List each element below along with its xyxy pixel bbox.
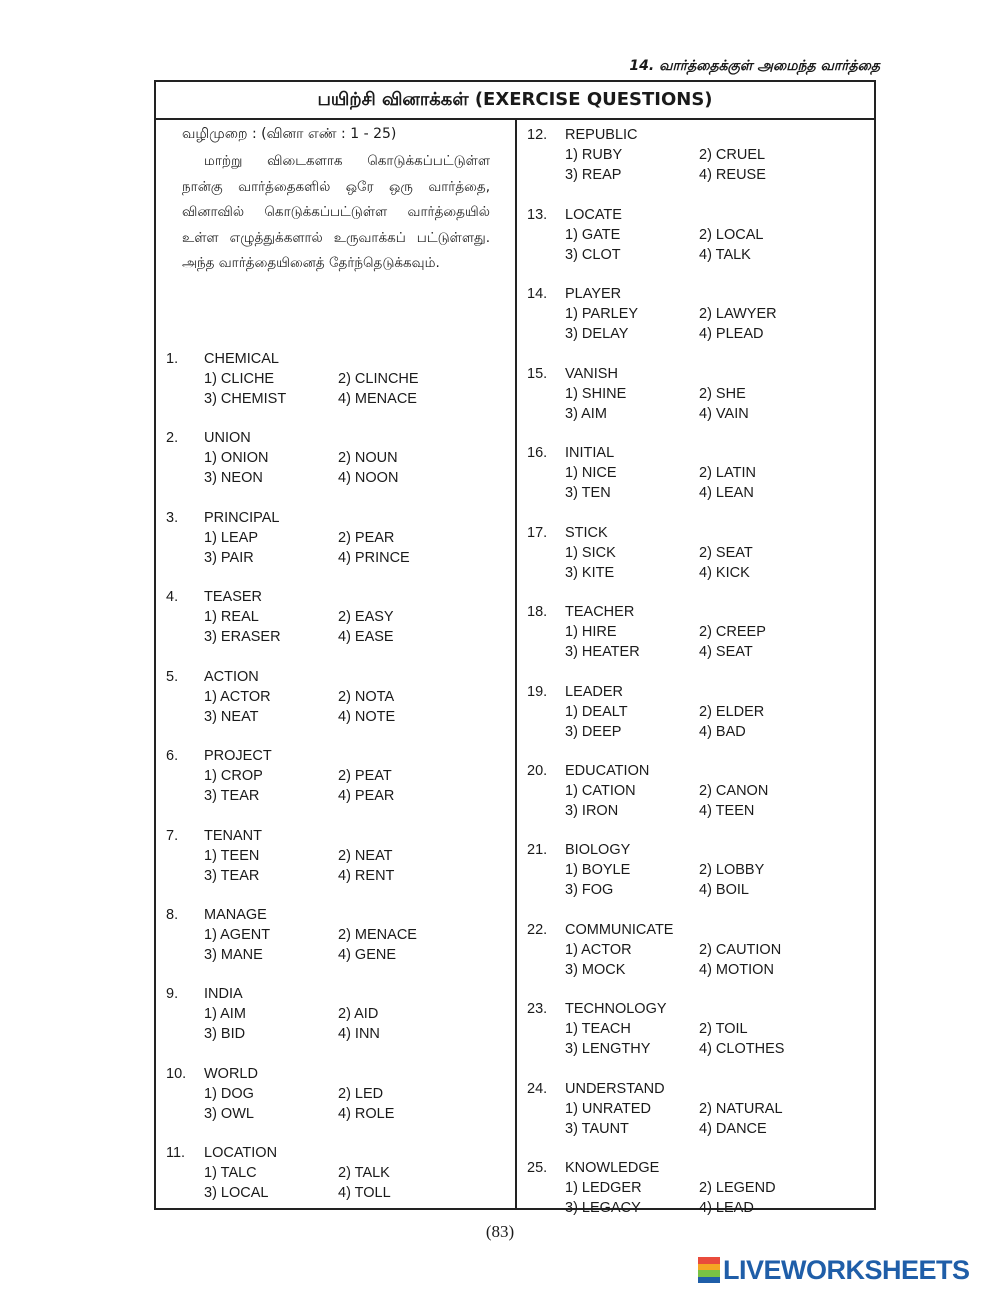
option-o3: 3) BID [204, 1026, 246, 1042]
question-number: 15. [527, 366, 548, 382]
question-item [166, 1064, 394, 1124]
brand-watermark [698, 1256, 970, 1284]
option-o2: 2) CANON [699, 783, 769, 799]
question-number: 21. [527, 842, 548, 858]
option-o4: 4) KICK [699, 565, 750, 581]
option-o4: 4) DANCE [699, 1121, 767, 1137]
question-word: REPUBLIC [565, 127, 638, 143]
option-o2: 2) NOUN [338, 450, 398, 466]
question-number: 18. [527, 604, 548, 620]
question-number: 20. [527, 763, 548, 779]
question-number: 8. [166, 907, 179, 923]
option-o1: 1) TEACH [565, 1021, 631, 1037]
section-title: பயிற்சி வினாக்கள் (EXERCISE QUESTIONS) [156, 82, 874, 120]
question-item [166, 587, 394, 647]
option-o3: 3) PAIR [204, 550, 254, 566]
question-number: 17. [527, 525, 548, 541]
question-item [527, 761, 768, 821]
option-o4: 4) CLOTHES [699, 1041, 785, 1057]
option-o3: 3) TAUNT [565, 1121, 629, 1137]
question-item [166, 984, 380, 1044]
question-number: 13. [527, 207, 548, 223]
question-number: 1. [166, 351, 179, 367]
brand-name: LIVEWORKSHEETS [723, 1254, 970, 1285]
question-item [527, 840, 764, 900]
question-word: BIOLOGY [565, 842, 631, 858]
option-o4: 4) BOIL [699, 882, 749, 898]
option-o2: 2) PEAT [338, 768, 392, 784]
question-item [527, 602, 766, 662]
option-o2: 2) LED [338, 1086, 384, 1102]
option-o1: 1) RUBY [565, 147, 623, 163]
option-o4: 4) EASE [338, 629, 394, 645]
page-number [0, 1222, 1000, 1242]
question-item [527, 920, 781, 980]
option-o1: 1) ACTOR [565, 942, 632, 958]
option-o3: 3) LOCAL [204, 1185, 269, 1201]
option-o3: 3) CHEMIST [204, 391, 287, 407]
option-o3: 3) KITE [565, 565, 615, 581]
option-o4: 4) PLEAD [699, 326, 764, 342]
option-o4: 4) PEAR [338, 788, 395, 804]
instructions-heading: வழிமுறை : (வினா எண் : 1 - 25) [182, 126, 397, 142]
option-o1: 1) AGENT [204, 927, 271, 943]
option-o1: 1) TALC [204, 1165, 257, 1181]
option-o2: 2) CREEP [699, 624, 766, 640]
option-o4: 4) PRINCE [338, 550, 410, 566]
exercise-frame [154, 80, 876, 1216]
page-number-value: 83 [491, 1222, 509, 1241]
option-o3: 3) CLOT [565, 247, 621, 263]
question-number: 16. [527, 445, 548, 461]
option-o3: 3) TEN [565, 485, 611, 501]
option-o2: 2) NATURAL [699, 1101, 783, 1117]
question-word: TEASER [204, 589, 263, 605]
question-item [166, 1143, 391, 1203]
option-o2: 2) TALK [338, 1165, 390, 1181]
option-o4: 4) RENT [338, 868, 395, 884]
option-o2: 2) CLINCHE [338, 371, 419, 387]
option-o4: 4) MENACE [338, 391, 417, 407]
question-number: 10. [166, 1066, 187, 1082]
option-o1: 1) NICE [565, 465, 617, 481]
option-o2: 2) PEAR [338, 530, 395, 546]
question-item [527, 364, 749, 424]
option-o4: 4) BAD [699, 724, 746, 740]
option-o4: 4) NOON [338, 470, 399, 486]
option-o1: 1) AIM [204, 1006, 246, 1022]
question-word: KNOWLEDGE [565, 1160, 660, 1176]
option-o1: 1) REAL [204, 609, 259, 625]
option-o1: 1) CLICHE [204, 371, 275, 387]
option-o2: 2) ELDER [699, 704, 765, 720]
option-o1: 1) ONION [204, 450, 269, 466]
question-word: WORLD [204, 1066, 258, 1082]
option-o4: 4) TEEN [699, 803, 755, 819]
column-divider [515, 118, 517, 1208]
option-o3: 3) NEON [204, 470, 263, 486]
question-number: 24. [527, 1081, 548, 1097]
question-number: 25. [527, 1160, 548, 1176]
question-number: 12. [527, 127, 548, 143]
question-number: 11. [166, 1145, 186, 1161]
option-o2: 2) LEGEND [699, 1180, 776, 1196]
option-o4: 4) ROLE [338, 1106, 395, 1122]
option-o4: 4) VAIN [699, 406, 749, 422]
option-o2: 2) EASY [338, 609, 394, 625]
option-o3: 3) FOG [565, 882, 614, 898]
question-word: ACTION [204, 669, 259, 685]
option-o2: 2) NEAT [338, 848, 393, 864]
question-word: LOCATE [565, 207, 622, 223]
option-o1: 1) GATE [565, 227, 621, 243]
option-o3: 3) DELAY [565, 326, 629, 342]
question-item [527, 1158, 776, 1218]
question-word: TEACHER [565, 604, 635, 620]
option-o1: 1) LEDGER [565, 1180, 642, 1196]
question-item [527, 125, 766, 185]
question-word: PROJECT [204, 748, 272, 764]
question-word: EDUCATION [565, 763, 650, 779]
question-number: 19. [527, 684, 548, 700]
option-o2: 2) SHE [699, 386, 746, 402]
option-o1: 1) HIRE [565, 624, 617, 640]
option-o1: 1) CROP [204, 768, 263, 784]
option-o2: 2) LOCAL [699, 227, 764, 243]
question-item [527, 682, 764, 742]
option-o1: 1) UNRATED [565, 1101, 651, 1117]
option-o3: 3) LENGTHY [565, 1041, 651, 1057]
option-o4: 4) MOTION [699, 962, 774, 978]
option-o2: 2) LAWYER [699, 306, 777, 322]
running-header: 14. வார்த்தைக்குள் அமைந்த வார்த்தை [629, 58, 880, 74]
option-o3: 3) TEAR [204, 868, 260, 884]
option-o4: 4) LEAN [699, 485, 754, 501]
option-o3: 3) REAP [565, 167, 622, 183]
question-item [527, 523, 753, 583]
option-o1: 1) ACTOR [204, 689, 271, 705]
question-number: 14. [527, 286, 548, 302]
option-o2: 2) CRUEL [699, 147, 766, 163]
question-item [527, 205, 763, 265]
question-word: UNION [204, 430, 251, 446]
option-o3: 3) AIM [565, 406, 607, 422]
option-o4: 4) TALK [699, 247, 751, 263]
question-item [166, 826, 394, 886]
question-item [527, 443, 756, 503]
page-number-bracket-right: ) [508, 1222, 515, 1241]
question-word: CHEMICAL [204, 351, 279, 367]
question-number: 3. [166, 510, 179, 526]
option-o1: 1) DEALT [565, 704, 628, 720]
option-o2: 2) LOBBY [699, 862, 765, 878]
logo-stripe [698, 1277, 720, 1284]
question-word: UNDERSTAND [565, 1081, 665, 1097]
liveworksheets-logo-icon [698, 1257, 720, 1283]
option-o2: 2) CAUTION [699, 942, 782, 958]
option-o3: 3) MOCK [565, 962, 626, 978]
question-number: 9. [166, 986, 179, 1002]
question-word: STICK [565, 525, 608, 541]
option-o1: 1) DOG [204, 1086, 254, 1102]
question-item [166, 667, 395, 727]
option-o1: 1) SICK [565, 545, 616, 561]
question-word: INDIA [204, 986, 243, 1002]
question-item [166, 905, 417, 965]
option-o3: 3) OWL [204, 1106, 254, 1122]
option-o1: 1) CATION [565, 783, 636, 799]
question-item [166, 508, 410, 568]
option-o1: 1) LEAP [204, 530, 258, 546]
option-o2: 2) SEAT [699, 545, 753, 561]
option-o2: 2) LATIN [699, 465, 756, 481]
option-o1: 1) TEEN [204, 848, 260, 864]
option-o4: 4) LEAD [699, 1200, 754, 1216]
question-item [527, 1079, 783, 1139]
option-o3: 3) NEAT [204, 709, 259, 725]
question-word: PRINCIPAL [204, 510, 280, 526]
instructions-body: மாற்று விடைகளாக கொடுக்கப்பட்டுள்ள நான்கு வார்த்தைகளில் ஒரே ஒரு வார்த்தை, வினாவில் கொடுக்கப்பட்டுள்ள வார்த்தையில் உள்ள எழுத்துக்களால் உருவாக்கப் பட்டுள்ளது. அந்த வார்த்தையினைத் தேர்ந்தெடுக்கவும். [182, 153, 490, 271]
question-item [166, 428, 398, 488]
question-word: MANAGE [204, 907, 267, 923]
option-o2: 2) TOIL [699, 1021, 748, 1037]
option-o3: 3) MANE [204, 947, 263, 963]
question-item [527, 999, 784, 1059]
option-o4: 4) TOLL [338, 1185, 391, 1201]
option-o4: 4) NOTE [338, 709, 396, 725]
question-word: PLAYER [565, 286, 622, 302]
option-o4: 4) GENE [338, 947, 397, 963]
option-o3: 3) HEATER [565, 644, 640, 660]
option-o3: 3) TEAR [204, 788, 260, 804]
option-o1: 1) PARLEY [565, 306, 639, 322]
question-number: 22. [527, 922, 548, 938]
question-word: LEADER [565, 684, 624, 700]
option-o3: 3) DEEP [565, 724, 622, 740]
page-number-bracket-left: ( [485, 1222, 492, 1241]
option-o3: 3) IRON [565, 803, 619, 819]
question-word: VANISH [565, 366, 618, 382]
option-o2: 2) AID [338, 1006, 379, 1022]
question-number: 23. [527, 1001, 548, 1017]
question-item [527, 284, 777, 344]
question-word: TECHNOLOGY [565, 1001, 667, 1017]
question-word: TENANT [204, 828, 262, 844]
question-word: LOCATION [204, 1145, 278, 1161]
question-number: 5. [166, 669, 179, 685]
option-o1: 1) SHINE [565, 386, 627, 402]
question-number: 7. [166, 828, 179, 844]
question-item [166, 746, 394, 806]
option-o4: 4) INN [338, 1026, 380, 1042]
option-o3: 3) ERASER [204, 629, 281, 645]
option-o4: 4) REUSE [699, 167, 766, 183]
question-word: INITIAL [565, 445, 615, 461]
option-o1: 1) BOYLE [565, 862, 631, 878]
question-number: 2. [166, 430, 179, 446]
option-o2: 2) NOTA [338, 689, 395, 705]
option-o2: 2) MENACE [338, 927, 417, 943]
option-o3: 3) LEGACY [565, 1200, 641, 1216]
question-item [166, 349, 419, 409]
question-number: 4. [166, 589, 179, 605]
question-word: COMMUNICATE [565, 922, 674, 938]
question-number: 6. [166, 748, 179, 764]
option-o4: 4) SEAT [699, 644, 753, 660]
